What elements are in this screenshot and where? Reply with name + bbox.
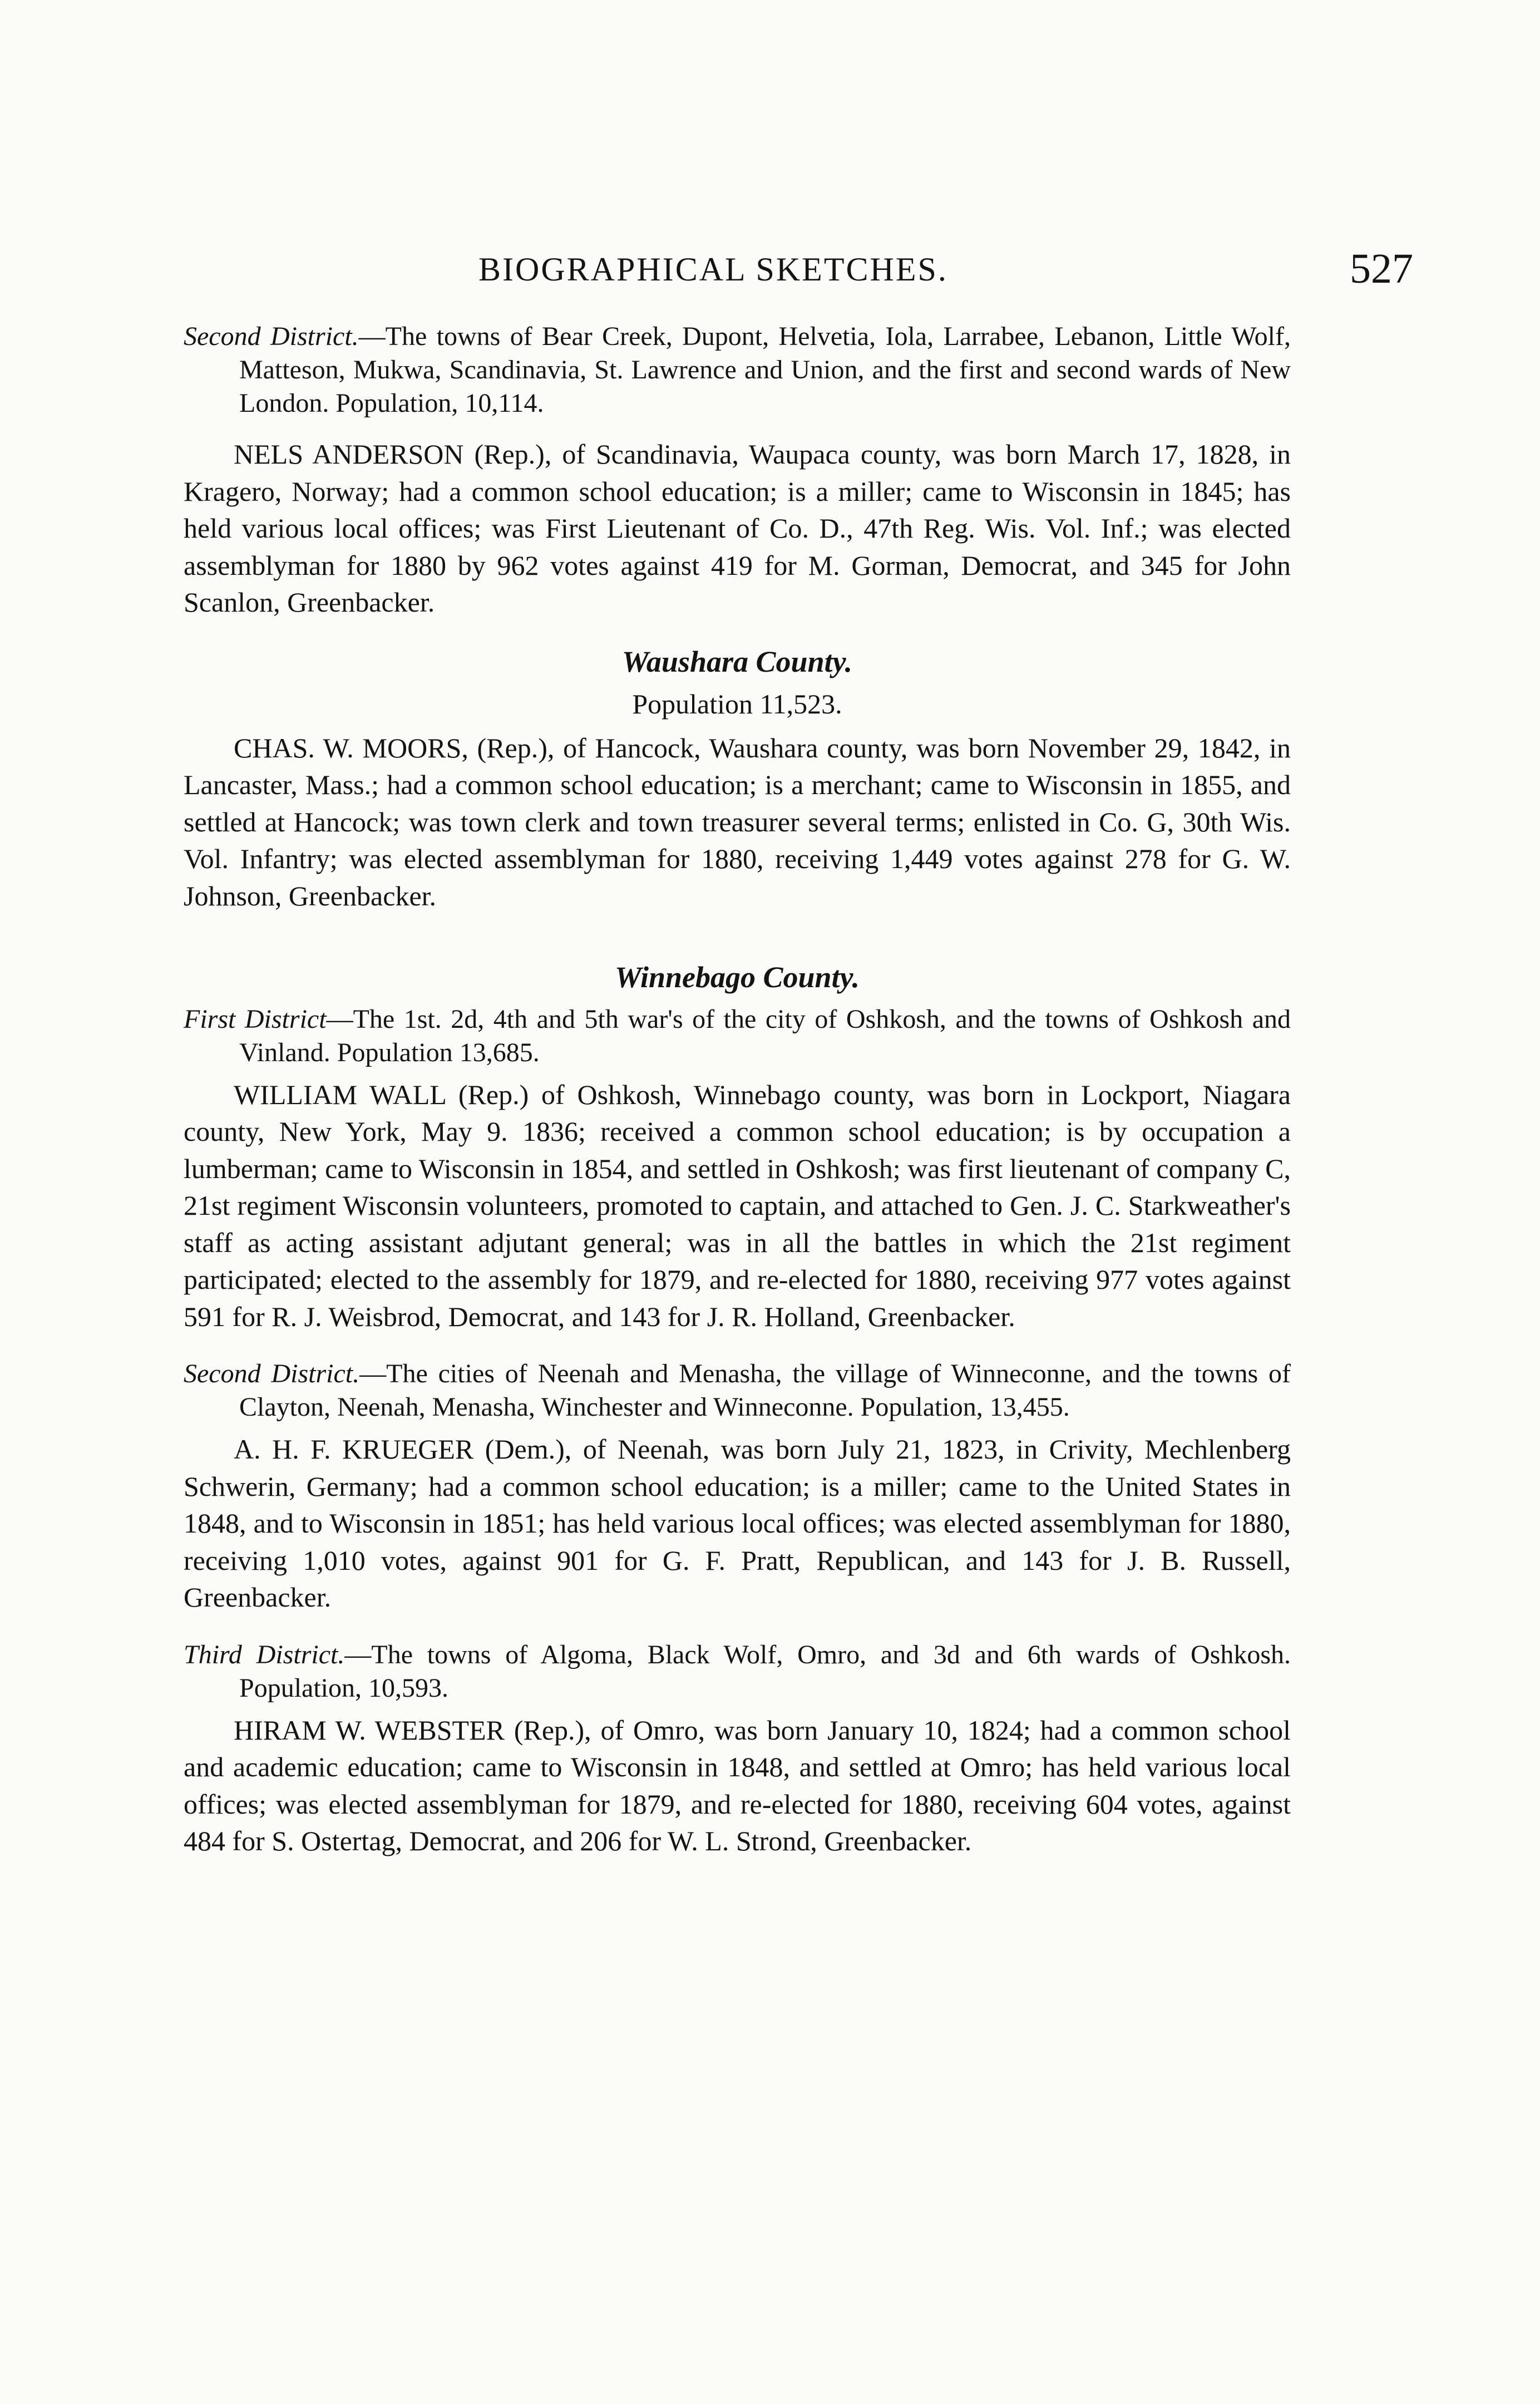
district-description	[184, 1638, 1291, 1705]
spacer	[184, 1616, 1291, 1638]
spacer	[184, 914, 1291, 937]
district-text: —The 1st. 2d, 4th and 5th war's of the city of Oshkosh, and the towns of Oshkosh and Vinland. Population 13,685.	[239, 1004, 1291, 1067]
district-label: Second District.	[184, 322, 359, 351]
page-header	[478, 245, 1413, 306]
biography-paragraph: CHAS. W. MOORS, (Rep.), of Hancock, Waushara county, was born November 29, 1842, in Lancaster, Mass.; had a common school education; is a merchant; came to Wisconsin in 1855, and settled at Hancock; was town clerk and town treasurer several terms; enlisted in Co. G, 30th Wis. Vol. Infantry; was elected assemblyman for 1880, receiving 1,449 votes against 278 for G. W. Johnson, Greenbacker.	[184, 732, 1291, 912]
district-text: —The towns of Bear Creek, Dupont, Helvetia, Iola, Larrabee, Lebanon, Little Wolf, Matteson, Mukwa, Scandinavia, St. Lawrence and Union, and the first and second wards of New London. Population, 10,114.	[239, 322, 1291, 418]
district-text: —The cities of Neenah and Menasha, the village of Winneconne, and the towns of Clayton, Neenah, Menasha, Winchester and Winneconne. Population, 13,455.	[239, 1359, 1291, 1422]
county-heading: Waushara County.	[621, 644, 853, 678]
biography-paragraph: WILLIAM WALL (Rep.) of Oshkosh, Winnebago county, was born in Lockport, Niagara county, New York, May 9. 1836; received a common school education; is by occupation a lumberman; came to Wisconsin in 1854, and settled in Oshkosh; was first lieutenant of company C, 21st regiment Wisconsin volunteers, promoted to captain, and attached to Gen. J. C. Starkweather's staff as acting assistant adjutant general; was in all the battles in which the 21st regiment participated; elected to the assembly for 1879, and re-elected for 1880, receiving 977 votes against 591 for R. J. Weisbrod, Democrat, and 143 for J. R. Holland, Greenbacker.	[184, 1078, 1291, 1332]
district-label: Third District.	[184, 1639, 345, 1669]
district-label: First District	[184, 1004, 327, 1034]
county-heading: Winnebago County.	[614, 960, 860, 994]
running-title: BIOGRAPHICAL SKETCHES.	[478, 251, 948, 288]
spacer	[184, 1335, 1291, 1357]
population-line: Population 11,523.	[632, 688, 842, 720]
district-text: —The towns of Algoma, Black Wolf, Omro, and 3d and 6th wards of Oshkosh. Population, 10,593.	[239, 1639, 1291, 1703]
district-description	[184, 1003, 1291, 1070]
page-number: 527	[1350, 245, 1413, 292]
text-column	[184, 320, 1291, 1860]
biography-paragraph: NELS ANDERSON (Rep.), of Scandinavia, Waupaca county, was born March 17, 1828, in Kragero, Norway; had a common school education; is a miller; came to Wisconsin in 1845; has held various local offices; was First Lieutenant of Co. D., 47th Reg. Wis. Vol. Inf.; was elected assemblyman for 1880 by 962 votes against 419 for M. Gorman, Democrat, and 345 for John Scanlon, Greenbacker.	[184, 439, 1291, 618]
district-description	[184, 320, 1291, 420]
biography-paragraph: HIRAM W. WEBSTER (Rep.), of Omro, was born January 10, 1824; had a common school and academic education; came to Wisconsin in 1848, and settled at Omro; has held various local offices; was elected assemblyman for 1879, and re-elected for 1880, receiving 604 votes, against 484 for S. Ostertag, Democrat, and 206 for W. L. Strond, Greenbacker.	[184, 1714, 1291, 1856]
district-description	[184, 1357, 1291, 1424]
district-label: Second District.	[184, 1359, 360, 1388]
biography-paragraph: A. H. F. KRUEGER (Dem.), of Neenah, was born July 21, 1823, in Crivity, Mechlenberg Schwerin, Germany; had a common school education; is a miller; came to the United States in 1848, and to Wisconsin in 1851; has held various local offices; was elected assemblyman for 1880, receiving 1,010 votes, against 901 for G. F. Pratt, Republican, and 143 for J. B. Russell, Greenbacker.	[184, 1433, 1291, 1613]
